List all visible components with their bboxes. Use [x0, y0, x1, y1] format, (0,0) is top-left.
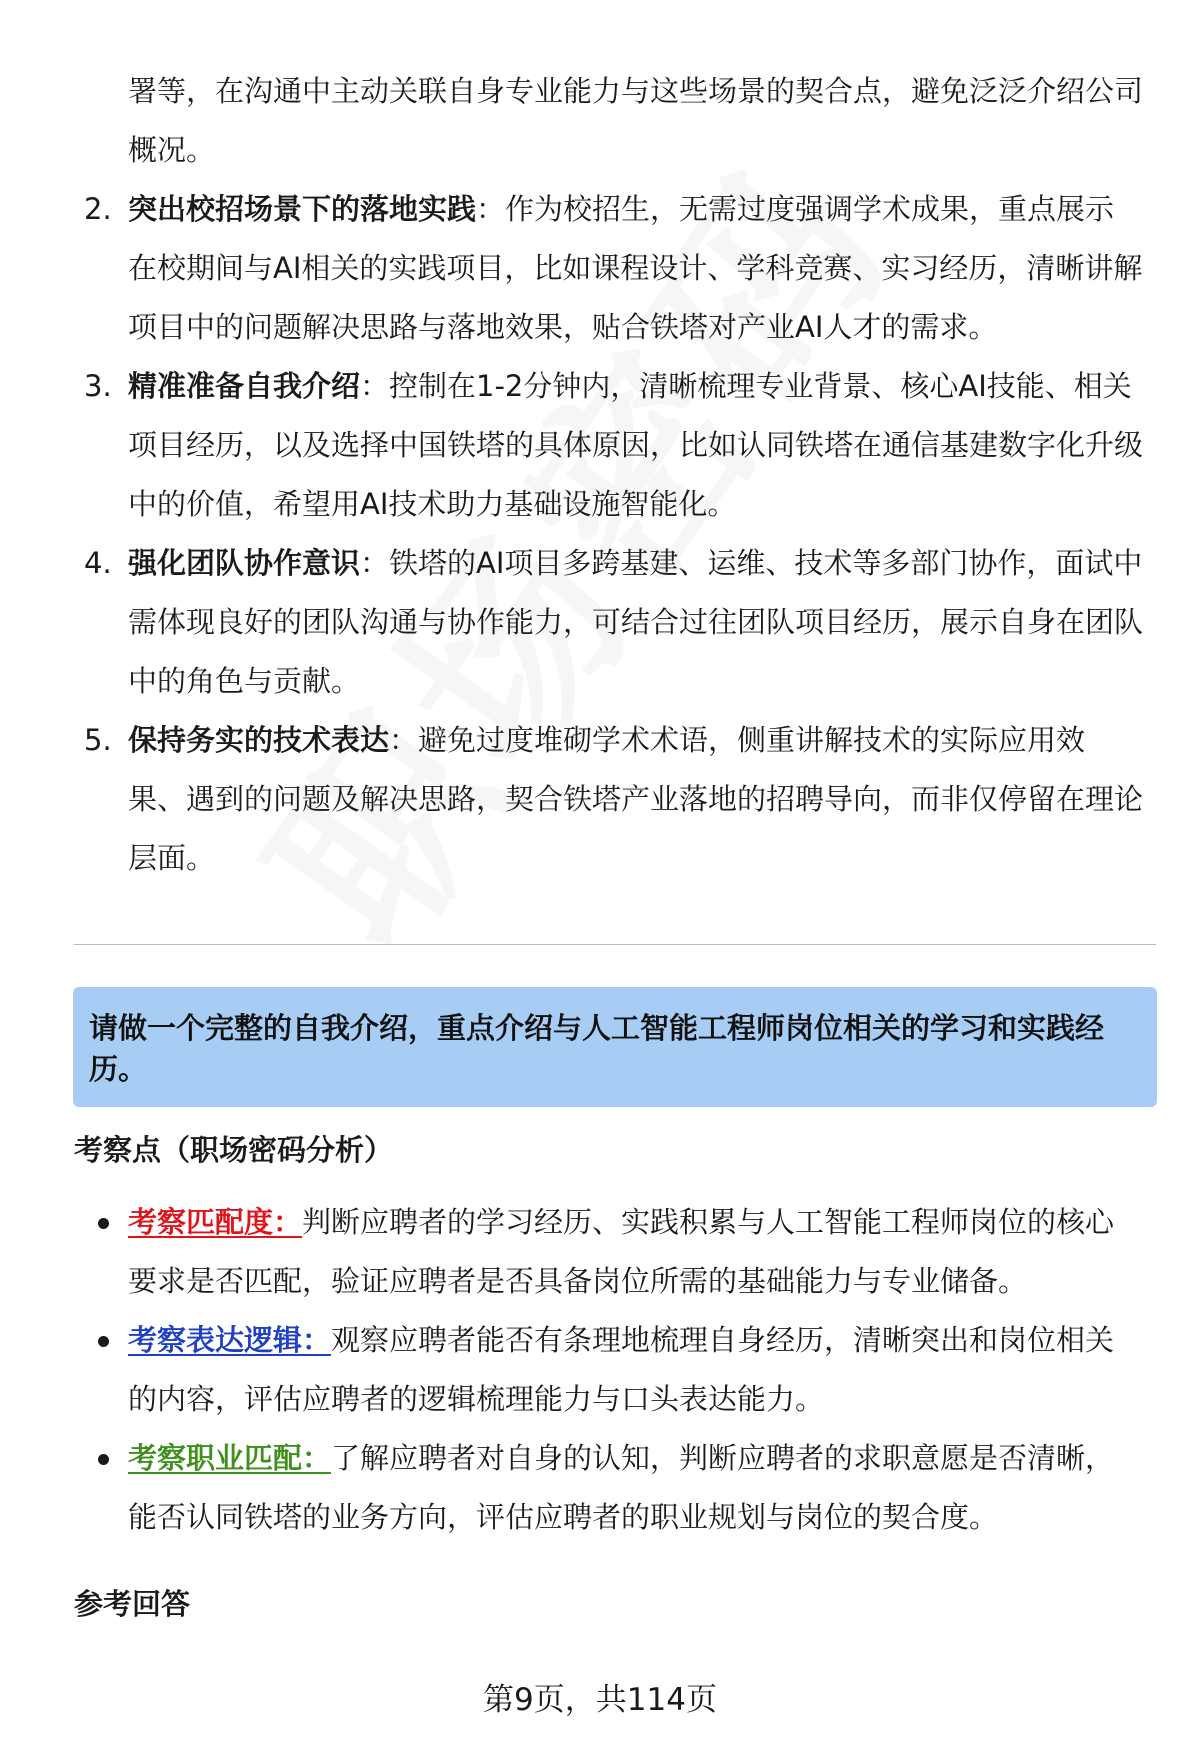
tip-item: [0, 357, 1143, 534]
point-tag: 考察职业匹配：: [128, 1441, 332, 1475]
point-tag: 考察匹配度：: [128, 1205, 303, 1239]
analysis-point: [0, 1429, 1143, 1547]
tip-number: 4.: [84, 546, 112, 580]
tip-text: ：控制在1-2分钟内，清晰梳理专业背景、核心AI技能、相关项目经历，以及选择中国铁塔的具体原因，比如认同铁塔在通信基建数字化升级中的价值，希望用AI技术助力基础设施智能化。: [128, 369, 1144, 521]
tip-item: [0, 62, 1143, 180]
tip-title: 突出校招场景下的落地实践: [128, 192, 477, 226]
analysis-title: 考察点（职场密码分析）: [74, 1133, 394, 1167]
tip-text: ：铁塔的AI项目多跨基建、运维、技术等多部门协作，面试中需体现良好的团队沟通与协作能力，可结合过往团队项目经历，展示自身在团队中的角色与贡献。: [128, 546, 1144, 698]
section-divider: [74, 944, 1156, 945]
tip-text: 署等，在沟通中主动关联自身专业能力与这些场景的契合点，避免泛泛介绍公司概况。: [128, 74, 1144, 167]
tip-item: [0, 711, 1143, 888]
analysis-point: [0, 1311, 1143, 1429]
tip-text: ：避免过度堆砌学术术语，侧重讲解技术的实际应用效果、遇到的问题及解决思路，契合铁塔产业落地的招聘导向，而非仅停留在理论层面。: [128, 723, 1144, 875]
point-text: 判断应聘者的学习经历、实践积累与人工智能工程师岗位的核心要求是否匹配，验证应聘者是否具备岗位所需的基础能力与专业储备。: [128, 1205, 1115, 1298]
tip-number: 5.: [84, 723, 112, 757]
page-footer: 第9页，共114页: [483, 1682, 717, 1718]
bullet-icon: [98, 1336, 109, 1347]
point-text: 观察应聘者能否有条理地梳理自身经历，清晰突出和岗位相关的内容，评估应聘者的逻辑梳理能力与口头表达能力。: [128, 1323, 1115, 1416]
tip-item: [0, 534, 1143, 711]
tips-list: [0, 62, 1200, 888]
analysis-point: [0, 1193, 1143, 1311]
analysis-points: [0, 1193, 1200, 1547]
tip-text: ：作为校招生，无需过度强调学术成果，重点展示在校期间与AI相关的实践项目，比如课程设计、学科竞赛、实习经历，清晰讲解项目中的问题解决思路与落地效果，贴合铁塔对产业AI人才的需求。: [128, 192, 1143, 344]
reference-title: 参考回答: [74, 1587, 191, 1621]
question-box: 请做一个完整的自我介绍，重点介绍与人工智能工程师岗位相关的学习和实践经历。: [73, 987, 1157, 1107]
bullet-icon: [98, 1218, 109, 1229]
tip-title: 强化团队协作意识: [128, 546, 361, 580]
bullet-icon: [98, 1454, 109, 1465]
tip-number: 3.: [84, 369, 112, 403]
point-tag: 考察表达逻辑：: [128, 1323, 332, 1357]
tip-title: 精准准备自我介绍: [128, 369, 361, 403]
tip-number: 2.: [84, 192, 112, 226]
tip-item: [0, 180, 1143, 357]
tip-title: 保持务实的技术表达: [128, 723, 390, 757]
point-text: 了解应聘者对自身的认知，判断应聘者的求职意愿是否清晰，能否认同铁塔的业务方向，评估应聘者的职业规划与岗位的契合度。: [128, 1441, 1115, 1534]
